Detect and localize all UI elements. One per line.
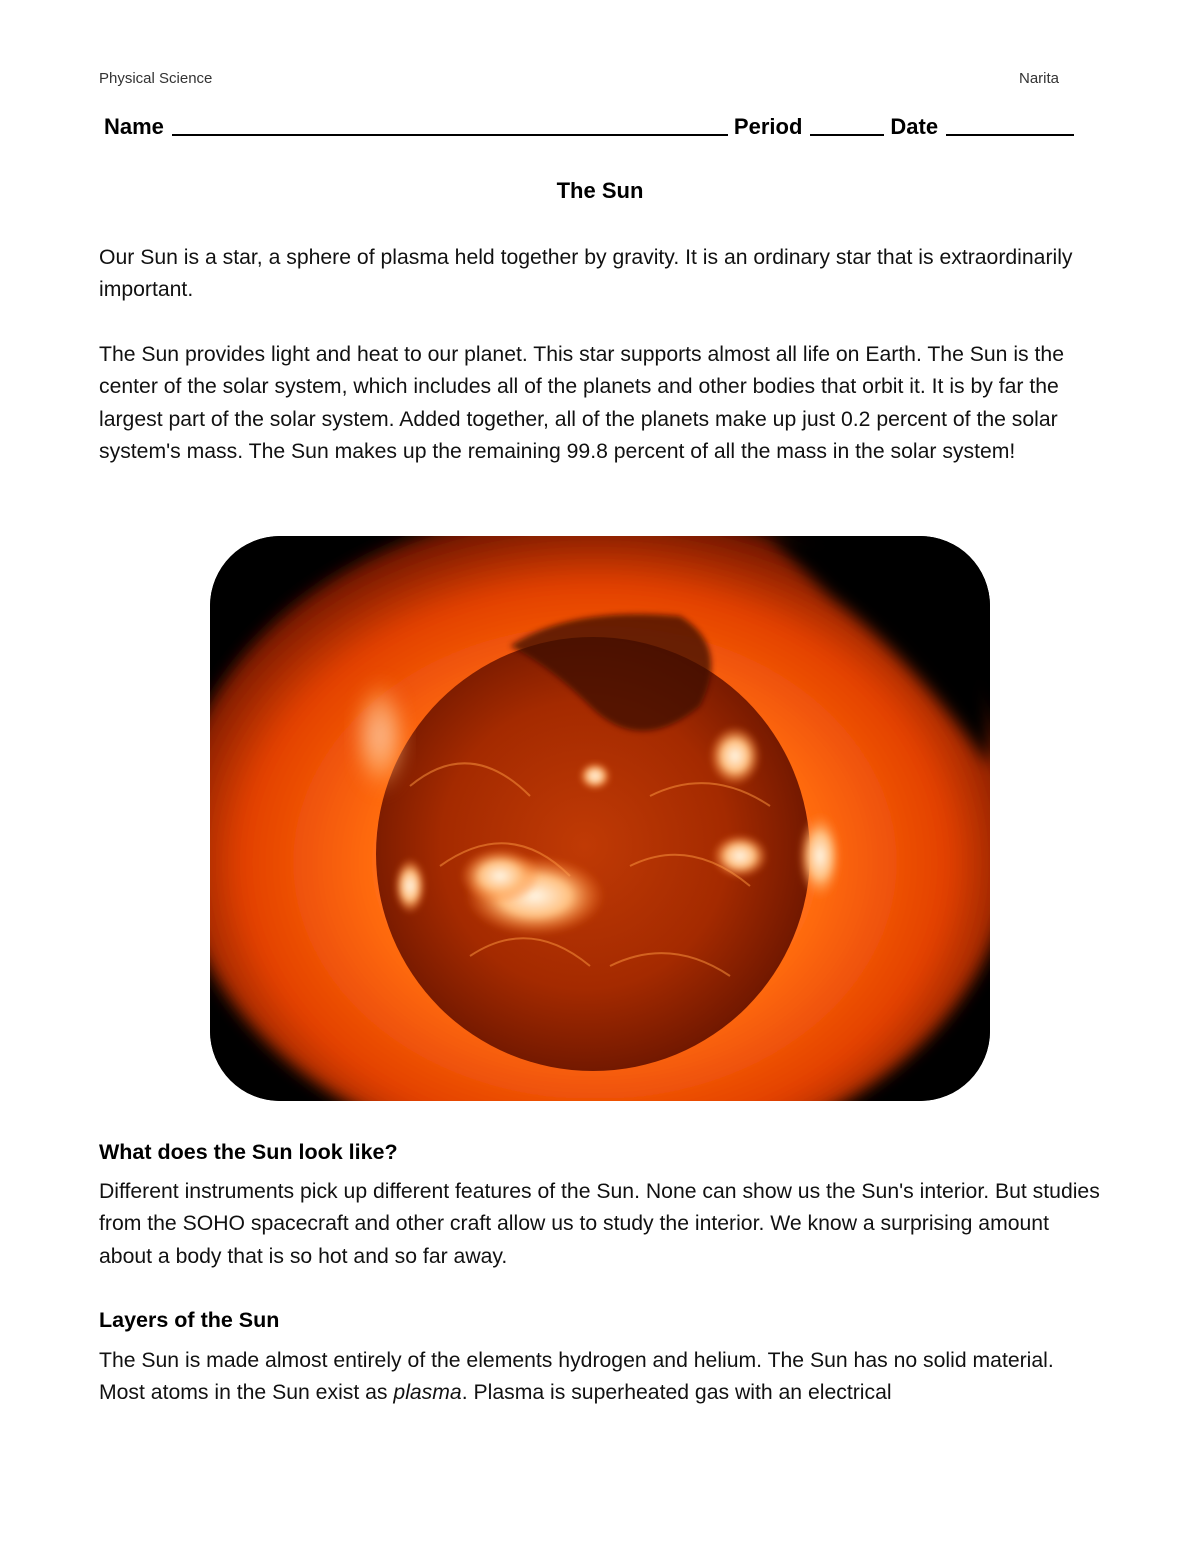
- sun-xray-image: [210, 536, 990, 1101]
- period-blank[interactable]: [810, 112, 884, 136]
- page-title: The Sun: [556, 178, 644, 203]
- active-region-east: [709, 726, 761, 786]
- layers-paragraph: [99, 1345, 1104, 1410]
- layers-text-start: The Sun is made almost entirely of the elements hydrogen and helium. The Sun has no solid material. Most atoms in the Sun exist as: [99, 1349, 1054, 1405]
- date-blank[interactable]: [946, 112, 1074, 136]
- limb-brightening-east: [798, 812, 842, 900]
- name-blank[interactable]: [172, 112, 728, 136]
- author-name: Narita: [1018, 70, 1059, 87]
- appearance-paragraph: Different instruments pick up different features of the Sun. None can show us the Sun's interior. But studies from the SOHO spacecraft and other craft allow us to study the interior. We know a surprising amount about a body that is so hot and so far away.: [99, 1180, 1100, 1268]
- course-name: Physical Science: [99, 70, 213, 87]
- sun-overview-paragraph: The Sun provides light and heat to our planet. This star supports almost all life on Earth. The Sun is the center of the solar system, which includes all of the planets and other bodies that orbit it. It is by far the largest part of the solar system. Added together, all of the planets make up just 0.2 percent of the solar system's mass. The Sun makes up the remaining 99.8 percent of all the mass in the solar system!: [99, 343, 1064, 464]
- intro-paragraph: Our Sun is a star, a sphere of plasma held together by gravity. It is an ordinary star that is extraordinarily important.: [99, 246, 1073, 302]
- student-info-row: [104, 112, 1100, 140]
- name-label: Name: [104, 114, 164, 139]
- section-heading-layers: Layers of the Sun: [99, 1308, 280, 1332]
- period-label: Period: [733, 114, 803, 139]
- limb-brightening-west: [394, 858, 426, 914]
- plasma-term: plasma: [393, 1381, 462, 1405]
- sun-illustration: [210, 536, 990, 1101]
- section-heading-appearance: What does the Sun look like?: [99, 1140, 398, 1164]
- layers-text-end: . Plasma is superheated gas with an electrical: [461, 1381, 892, 1405]
- date-label: Date: [890, 114, 939, 139]
